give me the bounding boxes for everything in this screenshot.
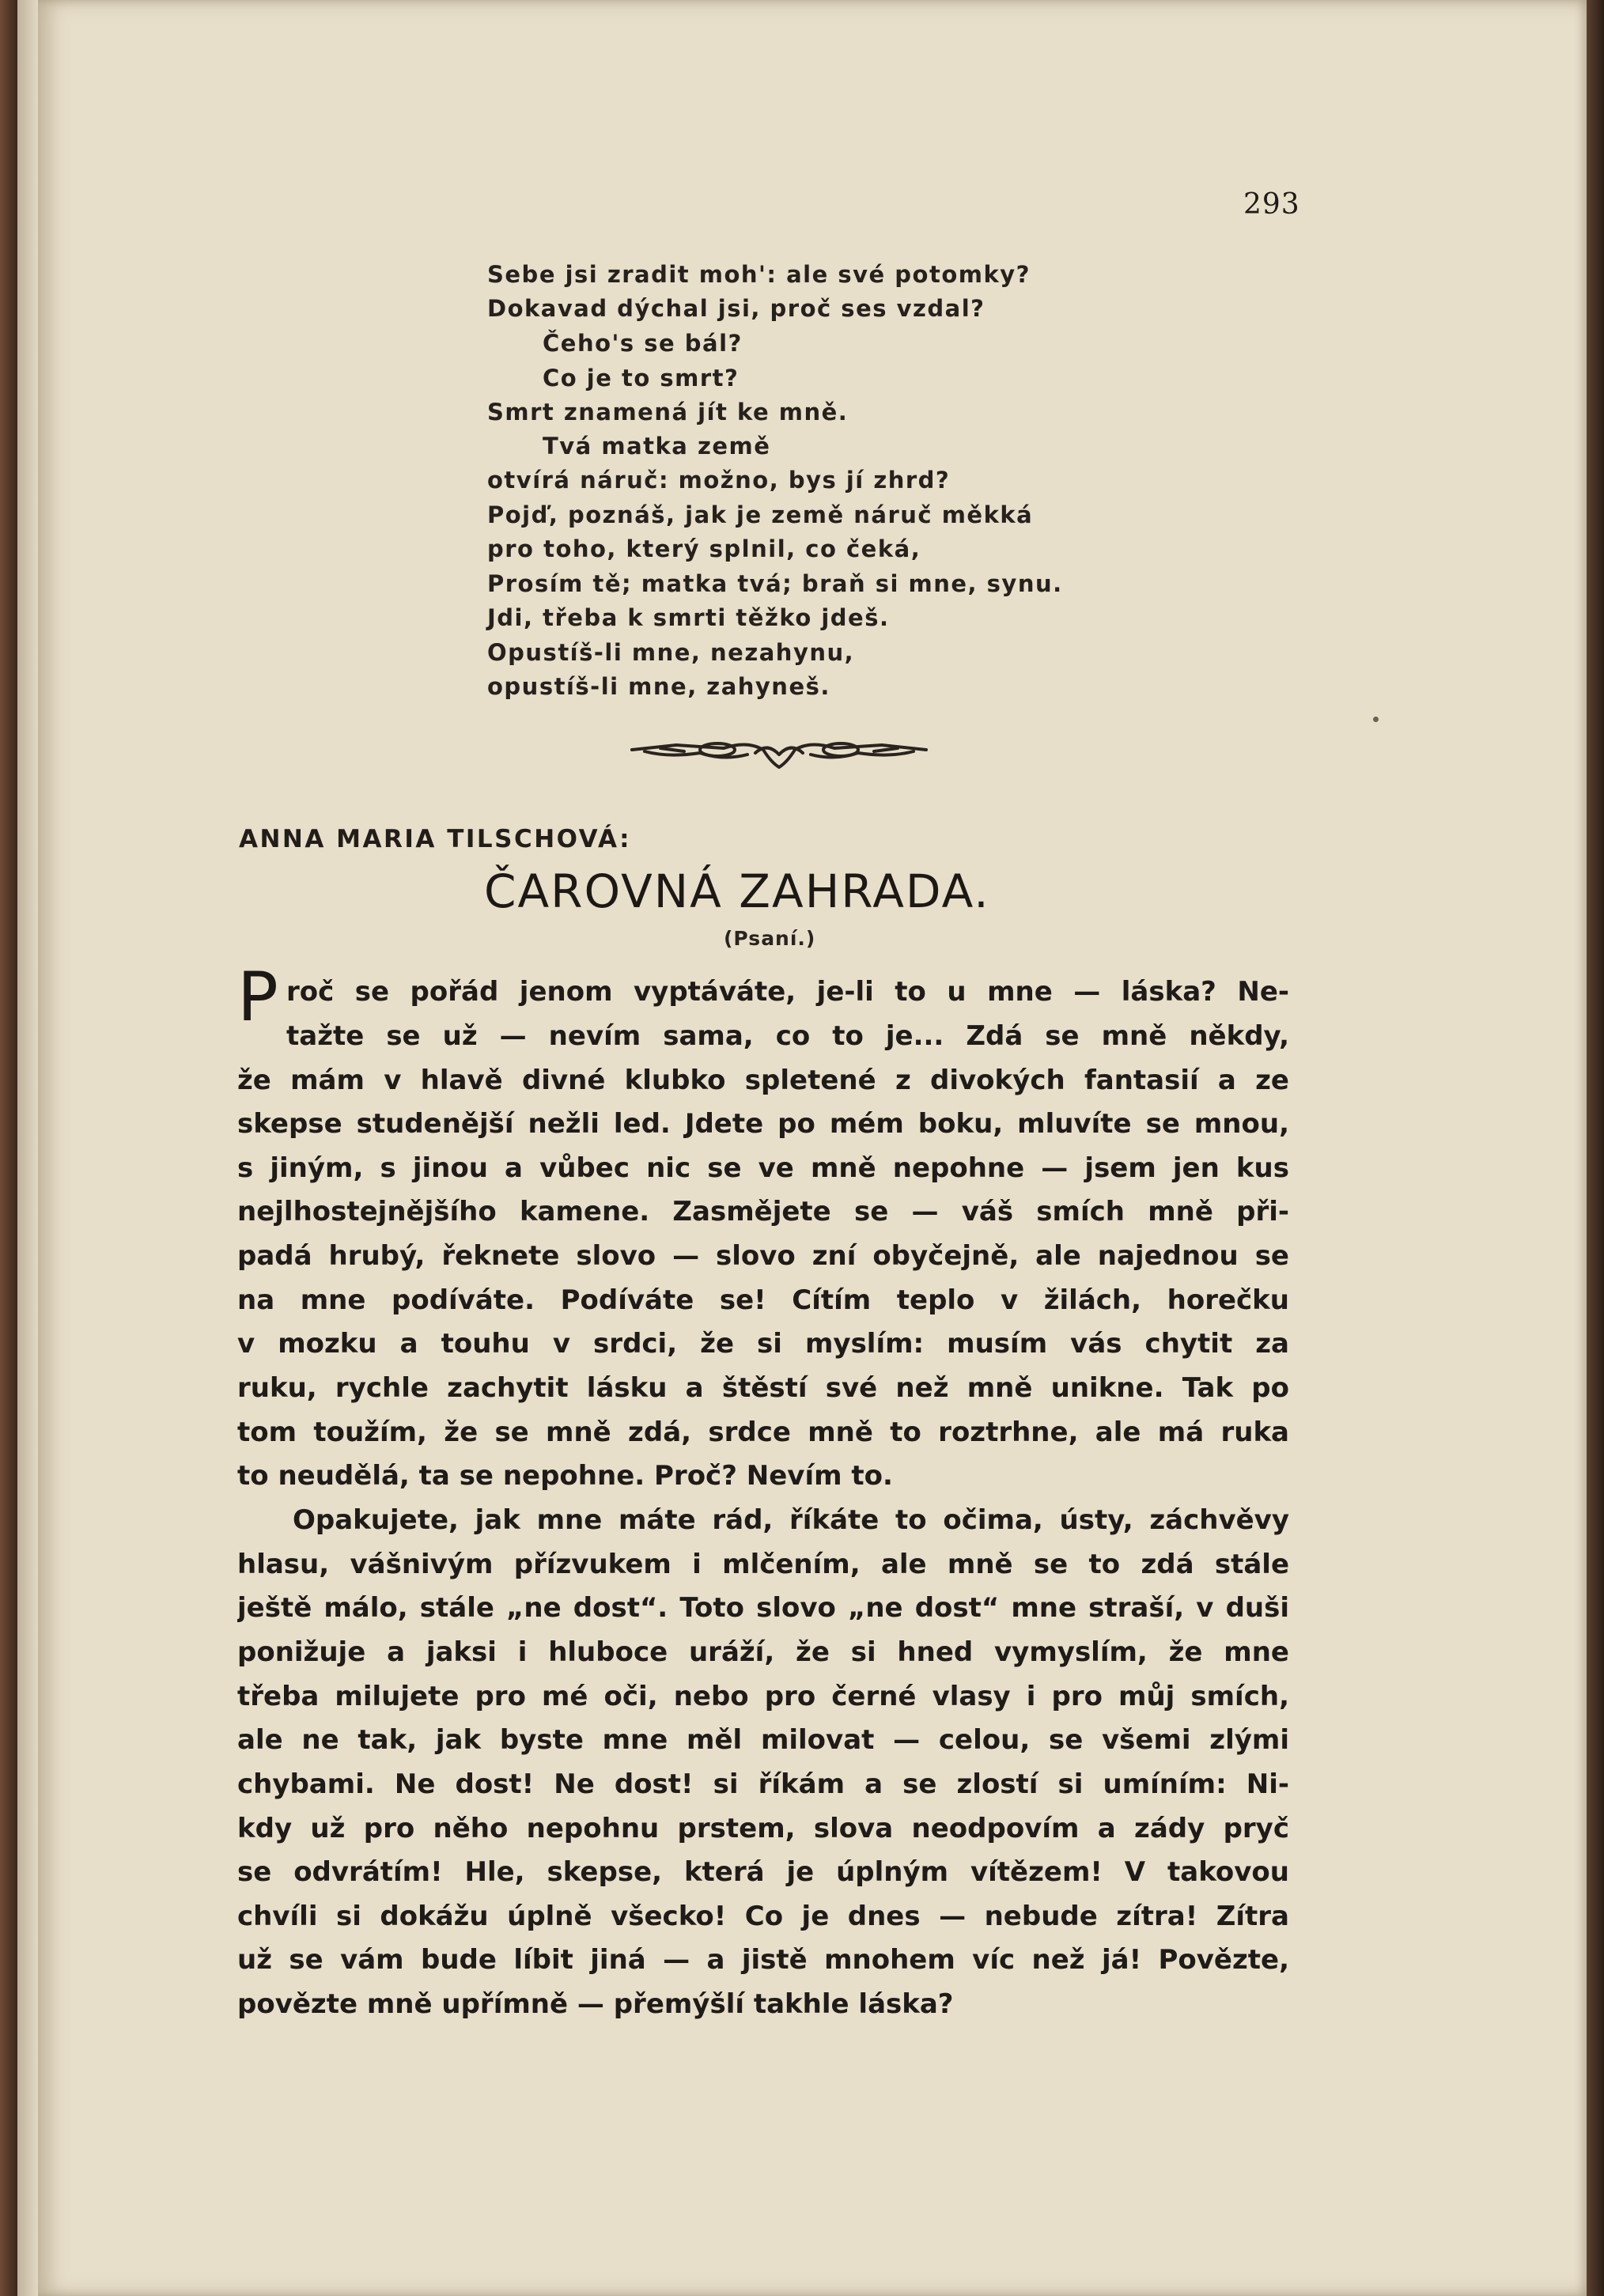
prose-line: tom toužím, že se mně zdá, srdce mně to roztrhne, ale má ruka	[237, 1417, 1289, 1448]
prose-line: skepse studenější nežli led. Jdete po mém boku, mluvíte se mnou,	[237, 1108, 1289, 1140]
poem-line: Jdi, třeba k smrti těžko jdeš.	[487, 604, 890, 631]
prose-line: už se vám bude líbit jiná — a jistě mnohem víc než já! Povězte,	[237, 1944, 1289, 1976]
poem-line: Sebe jsi zradit moh': ale své potomky?	[487, 261, 1031, 288]
decorative-vignette-icon	[629, 734, 929, 772]
prose-line: na mne podíváte. Podíváte se! Cítím teplo v žilách, horečku	[237, 1284, 1289, 1316]
prose-line: tažte se už — nevím sama, co to je... Zdá se mně někdy,	[286, 1020, 1289, 1052]
prose-line: se odvrátím! Hle, skepse, která je úplným vítězem! V takovou	[237, 1856, 1289, 1888]
prose-line: chybami. Ne dost! Ne dost! si říkám a se zlostí si umíním: Ni-	[237, 1768, 1289, 1800]
prose-line: to neudělá, ta se nepohne. Proč? Nevím to.	[237, 1460, 893, 1492]
page-number: 293	[1243, 188, 1300, 221]
prose-line: kdy už pro něho nepohnu prstem, slova neodpovím a zády pryč	[237, 1813, 1289, 1844]
prose-line: roč se pořád jenom vyptáváte, je-li to u mne — láska? Ne-	[286, 976, 1289, 1008]
prose-line: padá hrubý, řeknete slovo — slovo zní obyčejně, ale najednou se	[237, 1240, 1289, 1272]
poem-line: Dokavad dýchal jsi, proč ses vzdal?	[487, 295, 985, 322]
prose-line: hlasu, vášnivým přízvukem i mlčením, ale mně se to zdá stále	[237, 1549, 1289, 1580]
story-subtitle: (Psaní.)	[724, 927, 816, 950]
prose-line: ruku, rychle zachytit lásku a štěstí své než mně unikne. Tak po	[237, 1372, 1289, 1404]
paper-speck	[1373, 717, 1379, 722]
prose-line: ponižuje a jaksi i hluboce uráží, že si hned vymyslím, že mne	[237, 1636, 1289, 1668]
poem-line: otvírá náruč: možno, bys jí zhrd?	[487, 467, 951, 494]
prose-line: v mozku a touhu v srdci, že si myslím: musím vás chytit za	[237, 1328, 1289, 1360]
poem-line: Prosím tě; matka tvá; braň si mne, synu.	[487, 570, 1063, 597]
prose-line: že mám v hlavě divné klubko spletené z divokých fantasií a ze	[237, 1065, 1289, 1096]
prose-line: Opakujete, jak mne máte rád, říkáte to očima, ústy, záchvěvy	[293, 1504, 1289, 1536]
prose-line: nejlhostejnějšího kamene. Zasmějete se — váš smích mně při-	[237, 1196, 1289, 1227]
poem-line: pro toho, který splnil, co čeká,	[487, 535, 921, 562]
story-title: ČAROVNÁ ZAHRADA.	[484, 864, 990, 918]
poem-line: Opustíš-li mne, nezahynu,	[487, 639, 855, 666]
prose-line: chvíli si dokážu úplně všecko! Co je dnes — nebude zítra! Zítra	[237, 1901, 1289, 1932]
poem-line: opustíš-li mne, zahyneš.	[487, 673, 830, 700]
book-binding-edge	[0, 0, 17, 2296]
prose-line: ještě málo, stále „ne dost“. Toto slovo „ne dost“ mne straší, v duši	[237, 1592, 1289, 1624]
previous-page-edge	[17, 0, 38, 2296]
poem-line: Smrt znamená jít ke mně.	[487, 399, 849, 426]
poem-line: Co je to smrt?	[543, 365, 740, 391]
author-name: ANNA MARIA TILSCHOVÁ:	[239, 825, 632, 853]
prose-line: třeba milujete pro mé oči, nebo pro černé vlasy i pro můj smích,	[237, 1681, 1289, 1712]
prose-line: ale ne tak, jak byste mne měl milovat — celou, se všemi zlými	[237, 1724, 1289, 1756]
drop-cap: P	[237, 958, 278, 1037]
poem-line: Tvá matka země	[543, 433, 771, 460]
poem-line: Čeho's se bál?	[543, 330, 743, 357]
prose-line: povězte mně upřímně — přemýšlí takhle láska?	[237, 1988, 954, 2020]
book-right-edge	[1587, 0, 1604, 2296]
prose-line: s jiným, s jinou a vůbec nic se ve mně nepohne — jsem jen kus	[237, 1152, 1289, 1184]
poem-line: Pojď, poznáš, jak je země náruč měkká	[487, 501, 1034, 528]
